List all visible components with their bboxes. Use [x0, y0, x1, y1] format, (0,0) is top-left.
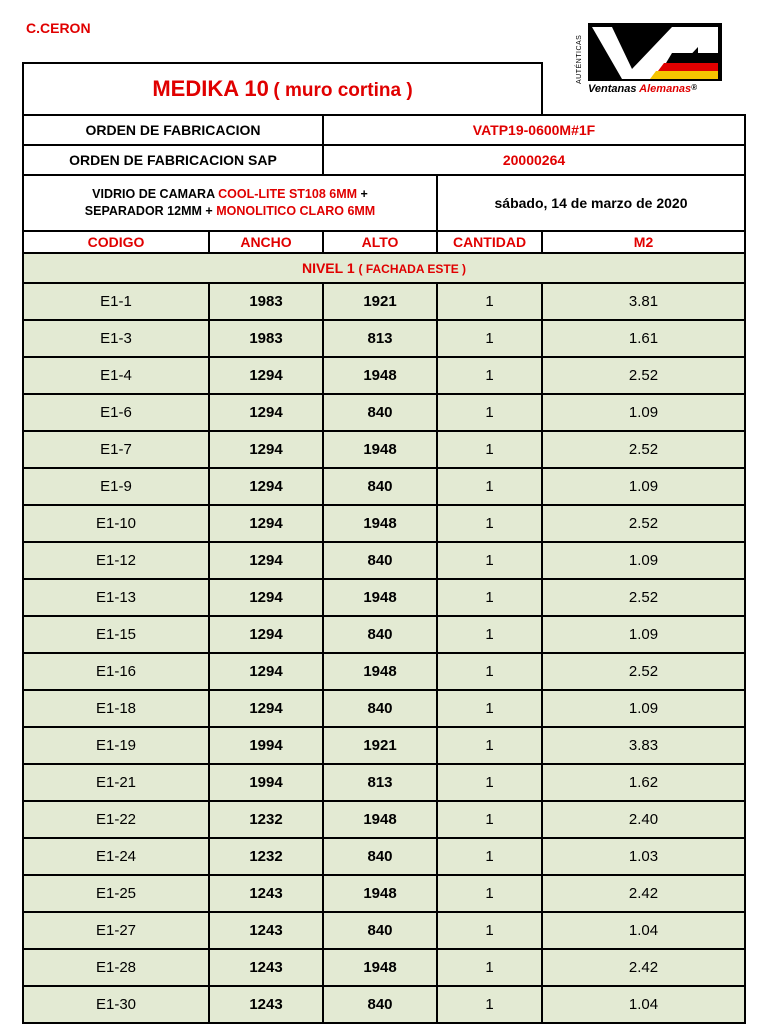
column-header-row: [23, 231, 745, 253]
author-name: C.CERON: [26, 20, 91, 36]
cell-codigo: E1-7: [23, 431, 209, 468]
cell-codigo: E1-28: [23, 949, 209, 986]
glass-spec: [23, 175, 437, 231]
table-row: [23, 579, 745, 616]
logo-cell: [542, 63, 745, 115]
cell-codigo: E1-22: [23, 801, 209, 838]
cell-m2: 2.52: [542, 431, 745, 468]
glass-line2-a: SEPARADOR 12MM: [84, 204, 202, 218]
table-row: [23, 838, 745, 875]
cell-codigo: E1-25: [23, 875, 209, 912]
cell-m2: 2.42: [542, 949, 745, 986]
cell-alto: 1948: [323, 357, 437, 394]
cell-ancho: 1294: [209, 394, 323, 431]
column-header-m2: M2: [542, 231, 745, 253]
cell-alto: 813: [323, 320, 437, 357]
cell-alto: 840: [323, 838, 437, 875]
cell-ancho: 1294: [209, 431, 323, 468]
cell-alto: 840: [323, 542, 437, 579]
cell-alto: 1948: [323, 431, 437, 468]
cell-m2: 1.04: [542, 986, 745, 1023]
cell-m2: 1.09: [542, 616, 745, 653]
cell-codigo: E1-10: [23, 505, 209, 542]
cell-m2: 1.09: [542, 468, 745, 505]
cell-codigo: E1-15: [23, 616, 209, 653]
cell-m2: 2.52: [542, 579, 745, 616]
title-main: MEDIKA 10: [152, 76, 269, 101]
cell-cantidad: 1: [437, 912, 542, 949]
table-row: [23, 949, 745, 986]
level-header: [23, 253, 745, 283]
table-row: [23, 727, 745, 764]
cell-m2: 1.03: [542, 838, 745, 875]
cell-codigo: E1-1: [23, 283, 209, 320]
logo-vertical-text: AUTÉNTICAS: [576, 34, 583, 84]
table-row: [23, 690, 745, 727]
glass-row: [23, 175, 745, 231]
cell-ancho: 1232: [209, 801, 323, 838]
cell-cantidad: 1: [437, 875, 542, 912]
cell-alto: 1948: [323, 579, 437, 616]
cell-m2: 1.62: [542, 764, 745, 801]
order-value: VATP19-0600M#1F: [323, 115, 745, 145]
cell-alto: 840: [323, 468, 437, 505]
table-row: [23, 875, 745, 912]
table-row: [23, 468, 745, 505]
table-row: [23, 912, 745, 949]
cell-cantidad: 1: [437, 542, 542, 579]
cell-codigo: E1-16: [23, 653, 209, 690]
cell-ancho: 1983: [209, 320, 323, 357]
cell-cantidad: 1: [437, 283, 542, 320]
order-row: [23, 115, 745, 145]
cell-ancho: 1994: [209, 727, 323, 764]
data-rows: [23, 283, 745, 1023]
table-row: [23, 616, 745, 653]
cell-ancho: 1232: [209, 838, 323, 875]
cell-m2: 2.52: [542, 505, 745, 542]
table-row: [23, 801, 745, 838]
table-row: [23, 283, 745, 320]
table-row: [23, 653, 745, 690]
cell-codigo: E1-30: [23, 986, 209, 1023]
cell-m2: 2.52: [542, 653, 745, 690]
sap-value: 20000264: [323, 145, 745, 175]
cell-alto: 840: [323, 912, 437, 949]
cell-cantidad: 1: [437, 616, 542, 653]
cell-cantidad: 1: [437, 357, 542, 394]
cell-m2: 3.83: [542, 727, 745, 764]
cell-cantidad: 1: [437, 320, 542, 357]
cell-alto: 813: [323, 764, 437, 801]
cell-m2: 1.09: [542, 394, 745, 431]
table-row: [23, 764, 745, 801]
title-row: [23, 63, 745, 115]
cell-cantidad: 1: [437, 579, 542, 616]
cell-alto: 1921: [323, 727, 437, 764]
fabrication-order-sheet: [22, 62, 746, 1024]
cell-ancho: 1294: [209, 357, 323, 394]
glass-line1-a: VIDRIO DE CAMARA: [92, 187, 215, 201]
glass-line2-c: MONOLITICO CLARO 6MM: [216, 204, 376, 218]
cell-cantidad: 1: [437, 986, 542, 1023]
cell-ancho: 1294: [209, 468, 323, 505]
cell-ancho: 1243: [209, 986, 323, 1023]
column-header-alto: ALTO: [323, 231, 437, 253]
column-header-ancho: ANCHO: [209, 231, 323, 253]
cell-codigo: E1-27: [23, 912, 209, 949]
glass-line1-b: COOL-LITE ST108 6MM: [218, 187, 358, 201]
cell-ancho: 1243: [209, 912, 323, 949]
column-header-codigo: CODIGO: [23, 231, 209, 253]
sap-label: ORDEN DE FABRICACION SAP: [23, 145, 323, 175]
cell-m2: 2.52: [542, 357, 745, 394]
cell-cantidad: 1: [437, 764, 542, 801]
column-header-cantidad: CANTIDAD: [437, 231, 542, 253]
order-date: sábado, 14 de marzo de 2020: [437, 175, 745, 231]
cell-m2: 2.42: [542, 875, 745, 912]
cell-cantidad: 1: [437, 949, 542, 986]
cell-alto: 1948: [323, 801, 437, 838]
logo-registered-mark: ®: [691, 83, 698, 92]
cell-ancho: 1294: [209, 653, 323, 690]
cell-cantidad: 1: [437, 505, 542, 542]
cell-alto: 1921: [323, 283, 437, 320]
cell-m2: 3.81: [542, 283, 745, 320]
table-row: [23, 542, 745, 579]
cell-cantidad: 1: [437, 431, 542, 468]
cell-alto: 840: [323, 986, 437, 1023]
cell-m2: 2.40: [542, 801, 745, 838]
table-row: [23, 505, 745, 542]
cell-alto: 1948: [323, 653, 437, 690]
glass-line-2: [24, 203, 436, 220]
cell-cantidad: 1: [437, 394, 542, 431]
cell-codigo: E1-24: [23, 838, 209, 875]
cell-ancho: 1243: [209, 875, 323, 912]
table-row: [23, 394, 745, 431]
cell-cantidad: 1: [437, 727, 542, 764]
cell-m2: 1.09: [542, 542, 745, 579]
cell-codigo: E1-12: [23, 542, 209, 579]
cell-codigo: E1-13: [23, 579, 209, 616]
table-row: [23, 431, 745, 468]
cell-alto: 1948: [323, 875, 437, 912]
cell-codigo: E1-19: [23, 727, 209, 764]
cell-m2: 1.61: [542, 320, 745, 357]
glass-line-1: [24, 186, 436, 203]
cell-cantidad: 1: [437, 468, 542, 505]
cell-ancho: 1294: [209, 616, 323, 653]
cell-ancho: 1294: [209, 690, 323, 727]
cell-alto: 1948: [323, 505, 437, 542]
level-subtitle: ( FACHADA ESTE ): [358, 262, 467, 276]
order-label: ORDEN DE FABRICACION: [23, 115, 323, 145]
cell-codigo: E1-18: [23, 690, 209, 727]
cell-m2: 1.09: [542, 690, 745, 727]
cell-ancho: 1294: [209, 579, 323, 616]
cell-codigo: E1-21: [23, 764, 209, 801]
table-row: [23, 986, 745, 1023]
cell-cantidad: 1: [437, 653, 542, 690]
page-title: [23, 63, 542, 115]
cell-codigo: E1-4: [23, 357, 209, 394]
cell-alto: 1948: [323, 949, 437, 986]
cell-codigo: E1-9: [23, 468, 209, 505]
cell-ancho: 1994: [209, 764, 323, 801]
level-row: [23, 253, 745, 283]
cell-codigo: E1-6: [23, 394, 209, 431]
level-title: NIVEL 1: [301, 260, 355, 276]
title-sub: ( muro cortina ): [273, 80, 413, 101]
cell-alto: 840: [323, 616, 437, 653]
cell-ancho: 1294: [209, 542, 323, 579]
sap-row: [23, 145, 745, 175]
table-row: [23, 357, 745, 394]
cell-cantidad: 1: [437, 838, 542, 875]
cell-m2: 1.04: [542, 912, 745, 949]
cell-cantidad: 1: [437, 690, 542, 727]
cell-cantidad: 1: [437, 801, 542, 838]
cell-ancho: 1983: [209, 283, 323, 320]
table-row: [23, 320, 745, 357]
cell-alto: 840: [323, 394, 437, 431]
cell-ancho: 1294: [209, 505, 323, 542]
glass-line2-b: +: [205, 204, 213, 218]
logo-brand-black: Ventanas: [588, 83, 637, 95]
glass-line1-c: +: [360, 187, 368, 201]
cell-ancho: 1243: [209, 949, 323, 986]
logo-brand-red: Alemanas: [639, 83, 692, 95]
cell-codigo: E1-3: [23, 320, 209, 357]
cell-alto: 840: [323, 690, 437, 727]
